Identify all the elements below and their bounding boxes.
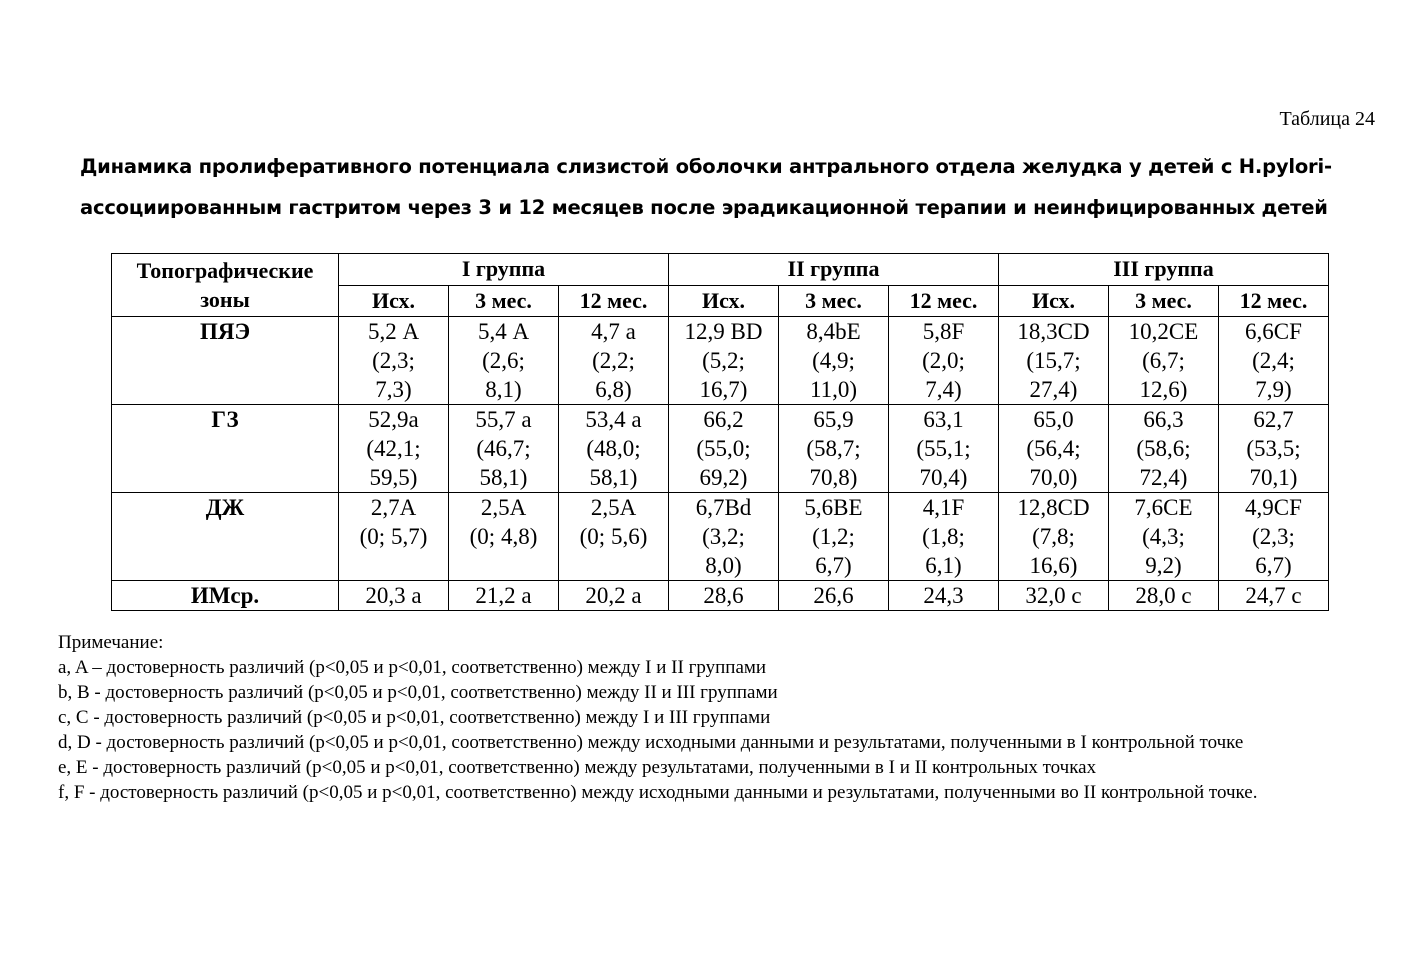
value-line: 2,5А (590, 495, 637, 520)
value-line: (2,3; (372, 348, 415, 373)
value-line: (2,3; (1252, 524, 1295, 549)
value-line: 5,4 А (477, 319, 530, 344)
value-cell (339, 493, 449, 581)
zone-header (112, 254, 339, 317)
subcol-header: 12 мес. (559, 286, 669, 317)
value-cell (999, 317, 1109, 405)
value-line: 21,2 а (475, 583, 532, 608)
value-line: 32,0 с (1025, 583, 1082, 608)
value-line: (2,2; (592, 348, 635, 373)
value-line: (2,0; (922, 348, 965, 373)
value-cell (449, 405, 559, 493)
value-cell (559, 405, 669, 493)
value-line: (55,1; (916, 436, 971, 461)
value-line: 10,2CE (1128, 319, 1199, 344)
value-line: (4,3; (1142, 524, 1185, 549)
value-line: 69,2) (699, 465, 748, 490)
value-line: 58,1) (589, 465, 638, 490)
value-line: 66,3 (1143, 407, 1184, 432)
subcol-header: 3 мес. (779, 286, 889, 317)
value-line: 5,8F (922, 319, 965, 344)
value-cell (669, 317, 779, 405)
value-line: 5,2 А (367, 319, 420, 344)
value-line: (58,7; (806, 436, 861, 461)
value-cell (1109, 493, 1219, 581)
value-cell (449, 317, 559, 405)
value-line: 24,3 (923, 583, 964, 608)
zone-cell: ГЗ (112, 405, 339, 493)
value-cell (669, 581, 779, 611)
value-cell (1219, 581, 1329, 611)
value-line: 28,6 (703, 583, 744, 608)
value-line: 12,9 BD (684, 319, 763, 344)
value-line: 72,4) (1139, 465, 1188, 490)
value-line: (0; 4,8) (469, 524, 538, 549)
value-cell (669, 405, 779, 493)
value-cell (889, 405, 999, 493)
value-cell (449, 493, 559, 581)
value-line: 55,7 а (475, 407, 532, 432)
subcol-header: 12 мес. (1219, 286, 1329, 317)
value-line: (3,2; (702, 524, 745, 549)
zone-cell: ДЖ (112, 493, 339, 581)
value-line: 63,1 (923, 407, 964, 432)
value-line: 7,9) (1255, 377, 1292, 402)
value-line: 4,1F (922, 495, 965, 520)
value-line: 6,8) (595, 377, 632, 402)
value-line: (53,5; (1246, 436, 1301, 461)
value-line: (0; 5,6) (579, 524, 648, 549)
value-cell (779, 317, 889, 405)
value-cell (999, 493, 1109, 581)
value-cell (999, 581, 1109, 611)
value-line: 6,6CF (1245, 319, 1302, 344)
value-line: 11,0) (809, 377, 858, 402)
value-cell (559, 493, 669, 581)
zone-cell: ПЯЭ (112, 317, 339, 405)
value-line: 6,1) (925, 553, 962, 578)
value-cell (559, 317, 669, 405)
value-line: 7,6CE (1134, 495, 1193, 520)
value-line: 27,4) (1029, 377, 1078, 402)
value-line: 16,6) (1029, 553, 1078, 578)
group-header-1: I группа (339, 254, 669, 286)
note-line: e, E - достоверность различий (р<0,05 и р<0,01, соответственно) между результатами, полученными в I и II контрольных точках (58, 757, 1097, 778)
value-line: 8,4bE (806, 319, 861, 344)
subcol-header: Исх. (669, 286, 779, 317)
value-line: (46,7; (476, 436, 531, 461)
value-cell (889, 317, 999, 405)
value-line: (15,7; (1026, 348, 1081, 373)
value-line: 62,7 (1253, 407, 1294, 432)
value-line: (1,2; (812, 524, 855, 549)
value-line: 16,7) (699, 377, 748, 402)
value-line: 12,6) (1139, 377, 1188, 402)
value-cell (1109, 581, 1219, 611)
table-row (112, 493, 1329, 581)
value-cell (889, 493, 999, 581)
value-line: 20,3 а (365, 583, 422, 608)
value-line: (7,8; (1032, 524, 1075, 549)
value-cell (889, 581, 999, 611)
value-line: (42,1; (366, 436, 421, 461)
note-line: a, A – достоверность различий (р<0,05 и р<0,01, соответственно) между I и II группами (58, 657, 767, 678)
value-line: 18,3CD (1017, 319, 1090, 344)
value-line: 8,1) (485, 377, 522, 402)
value-line: 70,0) (1029, 465, 1078, 490)
value-line: 5,6BE (804, 495, 863, 520)
value-cell (339, 581, 449, 611)
value-line: 4,7 а (591, 319, 636, 344)
value-cell (999, 405, 1109, 493)
value-cell (1109, 405, 1219, 493)
title-line-2: ассоциированным гастритом через 3 и 12 месяцев после эрадикационной терапии и неинфицированных детей (80, 196, 1328, 219)
notes-section (58, 630, 1388, 805)
value-cell (339, 317, 449, 405)
value-line: 70,8) (809, 465, 858, 490)
value-line: 4,9CF (1245, 495, 1302, 520)
table-title (80, 146, 1380, 228)
table-body (112, 317, 1329, 611)
value-line: 58,1) (479, 465, 528, 490)
value-cell (669, 493, 779, 581)
data-table (111, 253, 1329, 611)
value-line: 26,6 (813, 583, 854, 608)
subcol-header: 3 мес. (449, 286, 559, 317)
value-line: (2,4; (1252, 348, 1295, 373)
group-header-3: III группа (999, 254, 1329, 286)
group-header-2: II группа (669, 254, 999, 286)
value-line: 12,8CD (1017, 495, 1090, 520)
zone-header-line-2: зоны (200, 287, 250, 312)
subcol-header: 3 мес. (1109, 286, 1219, 317)
value-line: 52,9а (368, 407, 419, 432)
value-line: 8,0) (705, 553, 742, 578)
value-line: (5,2; (702, 348, 745, 373)
subcol-header: Исх. (999, 286, 1109, 317)
table-row (112, 581, 1329, 611)
value-line: 9,2) (1145, 553, 1182, 578)
value-line: (58,6; (1136, 436, 1191, 461)
value-line: 6,7Bd (695, 495, 752, 520)
note-line: f, F - достоверность различий (р<0,05 и р<0,01, соответственно) между исходными данными и результатами, полученными во II контрольной точке. (58, 782, 1258, 803)
zone-header-line-1: Топографические (136, 258, 314, 283)
value-line: 65,9 (813, 407, 854, 432)
value-line: (56,4; (1026, 436, 1081, 461)
table-number-label: Таблица 24 (1279, 108, 1375, 130)
value-line: 66,2 (703, 407, 744, 432)
value-line: (55,0; (696, 436, 751, 461)
value-cell (779, 405, 889, 493)
subcol-header: Исх. (339, 286, 449, 317)
value-cell (1219, 405, 1329, 493)
subcol-header: 12 мес. (889, 286, 999, 317)
value-cell (559, 581, 669, 611)
value-cell (339, 405, 449, 493)
title-line-1: Динамика пролиферативного потенциала слизистой оболочки антрального отдела желудка у детей с H.pylori- (80, 155, 1332, 178)
value-line: 7,4) (925, 377, 962, 402)
value-cell (1219, 493, 1329, 581)
value-cell (1219, 317, 1329, 405)
value-cell (779, 581, 889, 611)
value-line: 24,7 с (1245, 583, 1302, 608)
value-line: 7,3) (375, 377, 412, 402)
value-line: 53,4 а (585, 407, 642, 432)
value-line: 59,5) (369, 465, 418, 490)
value-line: (4,9; (812, 348, 855, 373)
value-line: 2,5А (480, 495, 527, 520)
value-line: (6,7; (1142, 348, 1185, 373)
value-cell (1109, 317, 1219, 405)
notes-heading: Примечание: (58, 632, 164, 653)
value-line: 70,4) (919, 465, 968, 490)
value-cell (779, 493, 889, 581)
value-line: 2,7А (370, 495, 417, 520)
value-line: (1,8; (922, 524, 965, 549)
note-line: d, D - достоверность различий (р<0,05 и р<0,01, соответственно) между исходными данными и результатами, полученными в I контрольной точке (58, 732, 1244, 753)
value-line: (2,6; (482, 348, 525, 373)
value-line: (0; 5,7) (359, 524, 428, 549)
note-line: b, B - достоверность различий (р<0,05 и р<0,01, соответственно) между II и III группами (58, 682, 778, 703)
zone-cell: ИМср. (112, 581, 339, 611)
table-row (112, 317, 1329, 405)
value-line: 65,0 (1033, 407, 1074, 432)
value-line: 6,7) (815, 553, 852, 578)
value-cell (449, 581, 559, 611)
value-line: 28,0 с (1135, 583, 1192, 608)
table-row (112, 405, 1329, 493)
value-line: (48,0; (586, 436, 641, 461)
value-line: 70,1) (1249, 465, 1298, 490)
note-line: c, C - достоверность различий (р<0,05 и р<0,01, соответственно) между I и III группами (58, 707, 771, 728)
value-line: 6,7) (1255, 553, 1292, 578)
value-line: 20,2 а (585, 583, 642, 608)
